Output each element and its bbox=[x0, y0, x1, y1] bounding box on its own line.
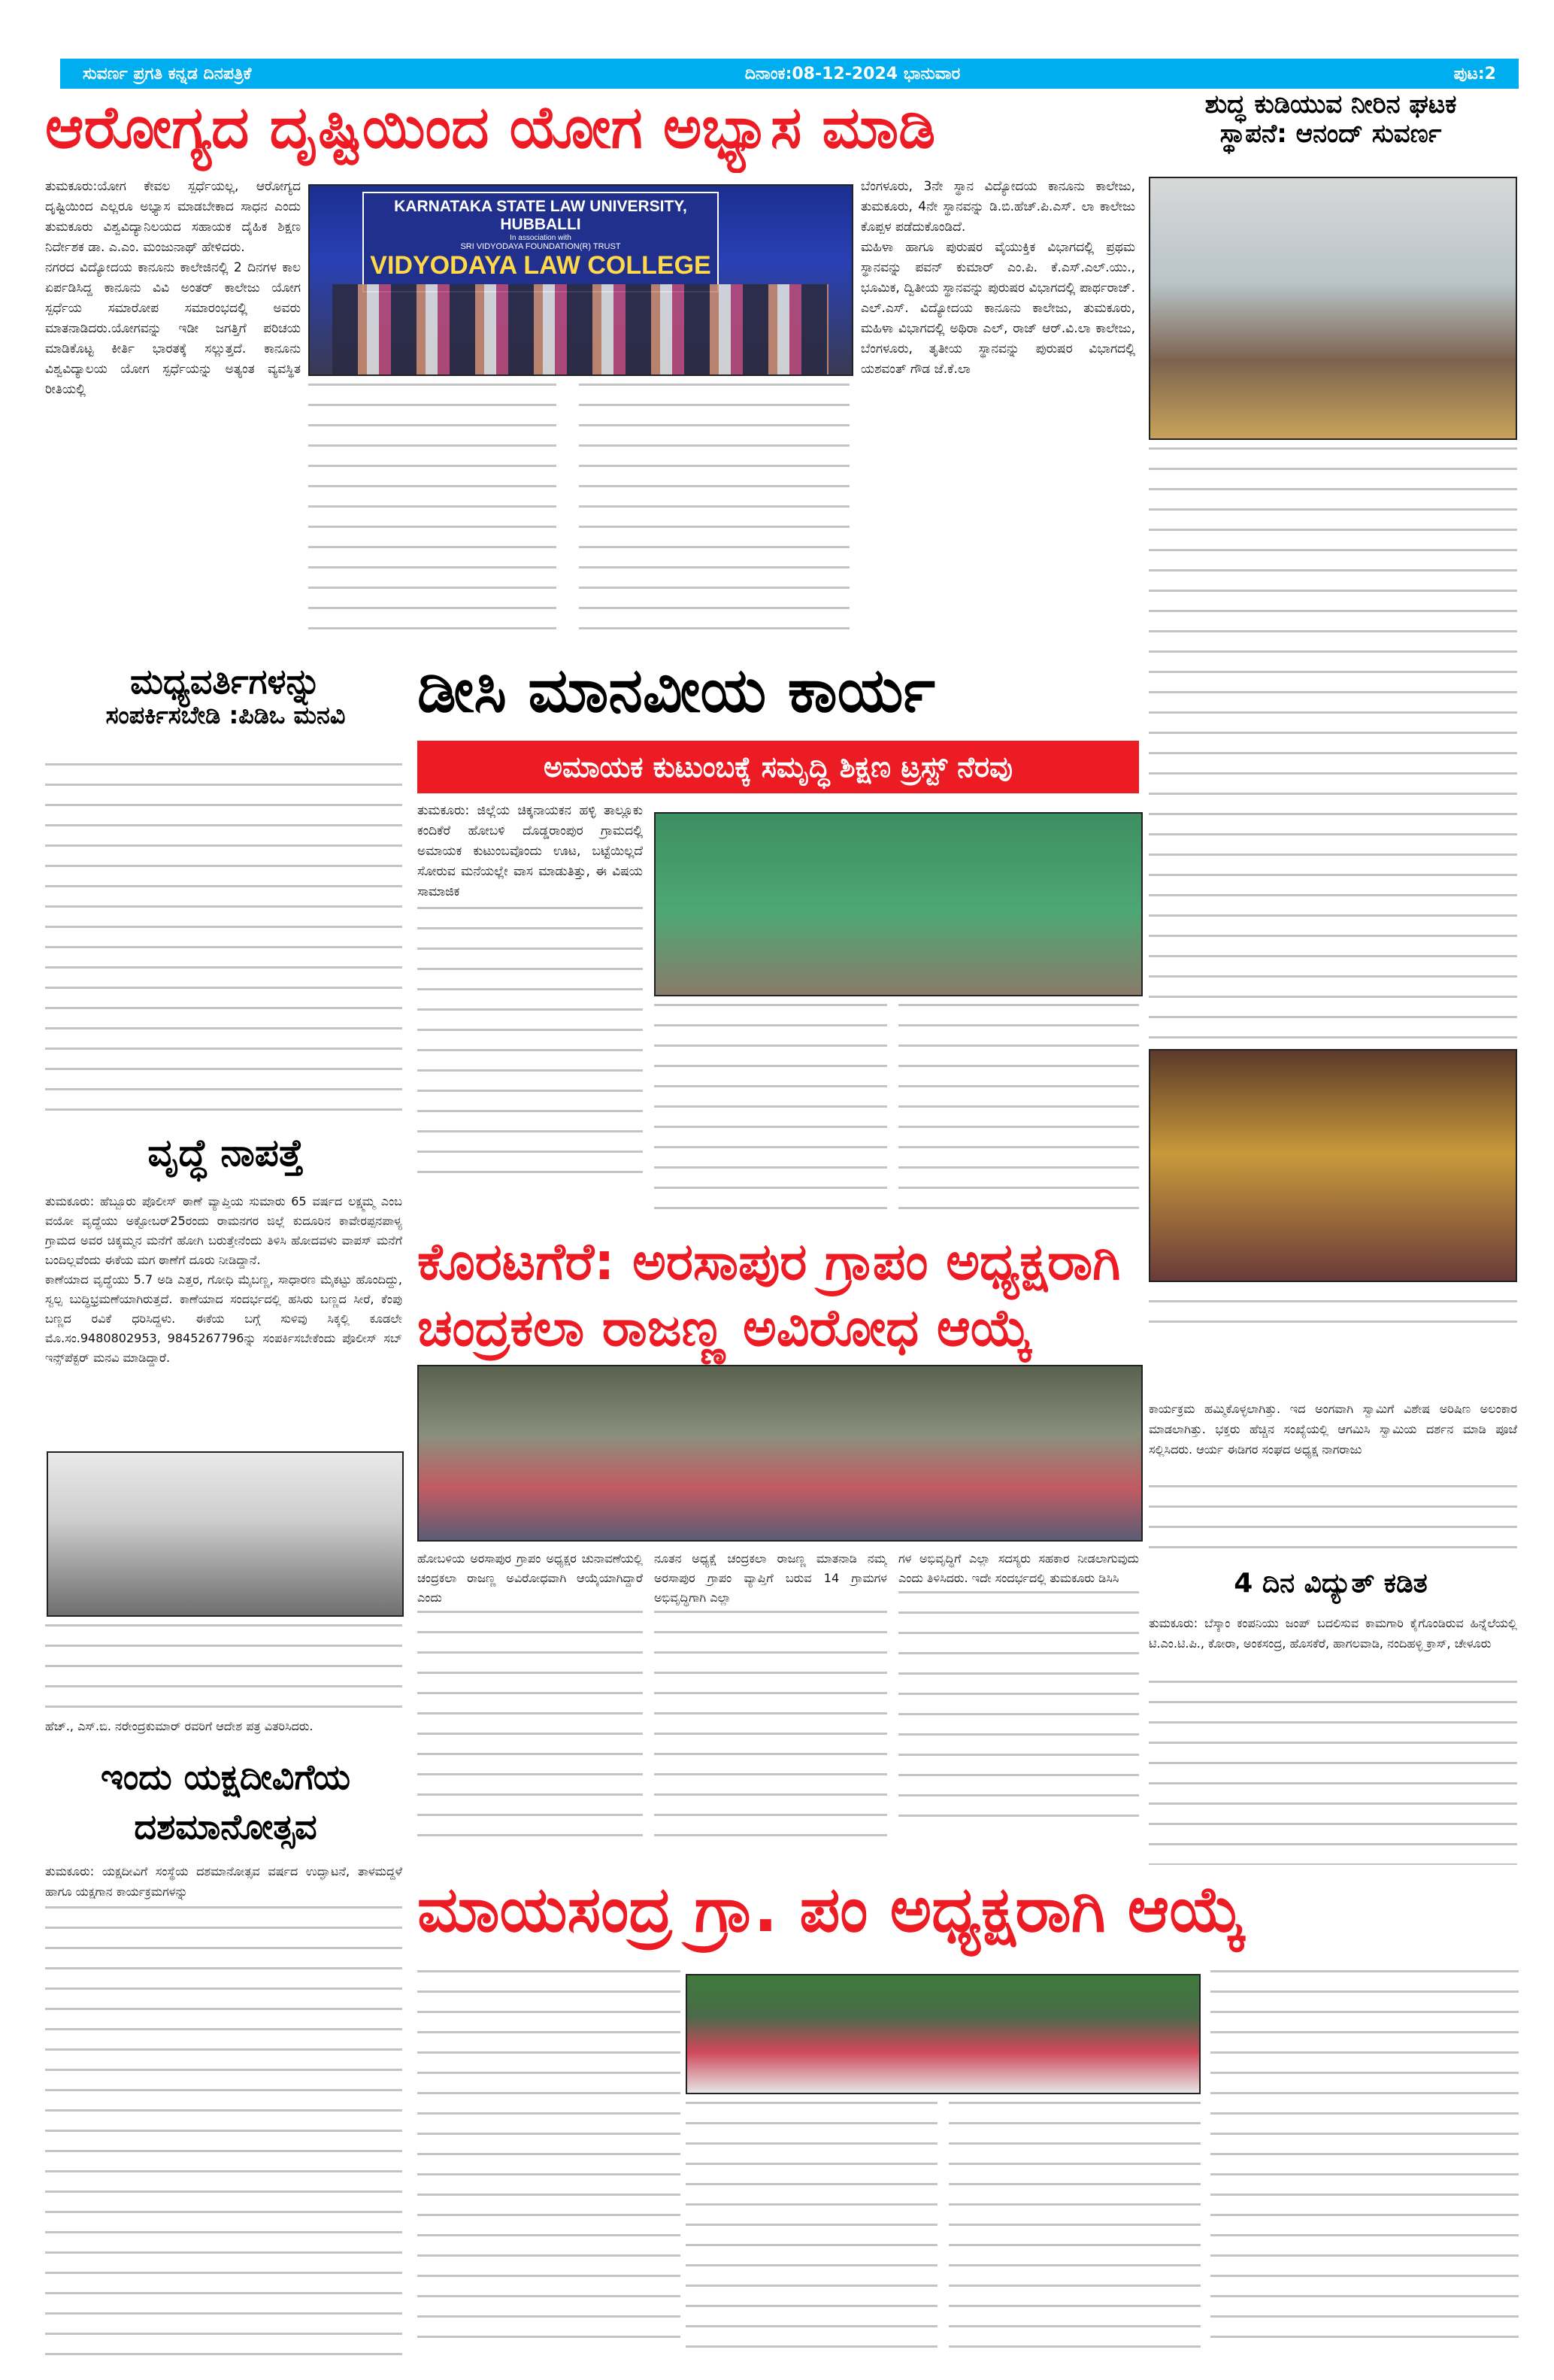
yoga-photo bbox=[308, 184, 853, 376]
yoga-para4: ಮಹಿಳಾ ಹಾಗೂ ಪುರುಷರ ವೈಯುಕ್ತಿಕ ವಿಭಾಗದಲ್ಲಿ ಪ್ರಥಮ ಸ್ಥಾನವನ್ನು ಪವನ್ ಕುಮಾರ್ ಎಂ.ಪಿ. ಕೆ.ಎಸ್.ಎಲ್.ಯು., ಭೂಮಿಕ, ದ್ವಿತೀಯ ಸ್ಥಾನವನ್ನು ಪುರುಷರ ವಿಭಾಗದಲ್ಲಿ ಪಾರ್ಥರಾಜ್. ಎಲ್.ಎಸ್. ವಿದ್ಯೋದಯ ಕಾನೂನು ಕಾಲೇಜು, ತುಮಕೂರು, ಮಹಿಳಾ ವಿಭಾಗದಲ್ಲಿ ಅಥಿರಾ ಎಲ್, ರಾಜ್ ಆರ್.ವಿ.ಲಾ ಕಾಲೇಜು, ಬೆಂಗಳೂರು, ತೃತೀಯ ಸ್ಥಾನವನ್ನು ಪುರುಷರ ವಿಭಾಗದಲ್ಲಿ ಯಶವಂತ್ ಗೌಡ ಜೆ.ಕೆ.ಲಾ bbox=[861, 240, 1135, 377]
koratagere-para2: ನೂತನ ಅಧ್ಯಕ್ಷೆ ಚಂದ್ರಕಲಾ ರಾಜಣ್ಣ ಮಾತನಾಡಿ ನಮ್ಮ ಅರಸಾಪುರ ಗ್ರಾಪಂ ವ್ಯಾಪ್ತಿಗೆ ಬರುವ 14 ಗ್ರಾಮಗಳ ಅಭಿವೃದ್ಧಿಗಾಗಿ ಎಲ್ಲಾ bbox=[654, 1551, 887, 1605]
koratagere-headline-line1: ಕೊರಟಗೆರೆ: ಅರಸಾಪುರ ಗ್ರಾಪಂ ಅಧ್ಯಕ್ಷರಾಗಿ bbox=[417, 1232, 1121, 1292]
koratagere-para1: ಹೋಬಳಿಯ ಅರಸಾಪುರ ಗ್ರಾಪಂ ಅಧ್ಯಕ್ಷರ ಚುನಾವಣೆಯಲ್ಲಿ ಚಂದ್ರಕಲಾ ರಾಜಣ್ಣ ಅವಿರೋಧವಾಗಿ ಆಯ್ಕೆಯಾಗಿದ್ದಾರೆ ಎಂದು bbox=[417, 1551, 643, 1605]
dc-col3-text bbox=[898, 1004, 1139, 1226]
yoga-col2-text bbox=[308, 384, 556, 643]
yoga-article-col1 bbox=[45, 177, 301, 643]
yakshadeevige-headline-line1: ಇಂದು ಯಕ್ಷದೀವಿಗೆಯ bbox=[101, 1757, 350, 1797]
koratagere-col2 bbox=[654, 1549, 887, 1865]
mayasandra-col3-text bbox=[949, 2102, 1201, 2354]
yoga-para1: ತುಮಕೂರು:ಯೋಗ ಕೇವಲ ಸ್ಪರ್ಧೆಯಲ್ಲ, ಆರೋಗ್ಯದ ದೃಷ್ಟಿಯಿಂದ ಎಲ್ಲರೂ ಅಭ್ಯಾಸ ಮಾಡಬೇಕಾದ ಸಾಧನ ಎಂದು ತುಮಕೂರು ವಿಶ್ವವಿದ್ಯಾನಿಲಯದ ಸಹಾಯಕ ದೈಹಿಕ ಶಿಕ್ಷಣ ನಿರ್ದೇಶಕ ಡಾ. ಎ.ಎಂ. ಮಂಜುನಾಥ್ ಹೇಳಿದರು. bbox=[45, 179, 301, 255]
yoga-para2: ನಗರದ ವಿದ್ಯೋದಯ ಕಾನೂನು ಕಾಲೇಜಿನಲ್ಲಿ 2 ದಿನಗಳ ಕಾಲ ಏರ್ಪಡಿಸಿದ್ದ ಕಾನೂನು ವಿವಿ ಅಂತರ್ ಕಾಲೇಜು ಯೋಗ ಸ್ಪರ್ಧೆಯ ಸಮಾರೋಪ ಸಮಾರಂಭದಲ್ಲಿ ಅವರು ಮಾತನಾಡಿದರು.ಯೋಗವನ್ನು ಇಡೀ ಜಗತ್ತಿಗೆ ಪರಿಚಯ ಮಾಡಿಕೊಟ್ಟ ಕೀರ್ತಿ ಭಾರತಕ್ಕೆ ಸಲ್ಲುತ್ತದೆ. ಕಾನೂನು ವಿಶ್ವವಿದ್ಯಾಲಯ ಯೋಗ ಸ್ಪರ್ಧೆಯನ್ನು ಅತ್ಯಂತ ವ್ಯವಸ್ಥಿತ ರೀತಿಯಲ್ಲಿ bbox=[45, 260, 301, 397]
water-photo bbox=[1149, 177, 1517, 440]
water-headline bbox=[1143, 90, 1519, 173]
yakshadeevige-headline bbox=[45, 1752, 406, 1857]
temple-article-more bbox=[1149, 1485, 1517, 1560]
koratagere-col1 bbox=[417, 1549, 643, 1865]
water-headline-line1: ಶುದ್ಧ ಕುಡಿಯುವ ನೀರಿನ ಘಟಕ bbox=[1204, 90, 1457, 120]
pdo-headline-line2: ಸಂಪರ್ಕಿಸಬೇಡಿ :ಪಿಡಿಒ ಮನವಿ bbox=[105, 700, 346, 729]
yoga-headline: ಆರೋಗ್ಯದ ದೃಷ್ಟಿಯಿಂದ ಯೋಗ ಅಭ್ಯಾಸ ಮಾಡಿ bbox=[45, 98, 936, 162]
koratagere-col3-more bbox=[898, 1591, 1139, 1817]
power-headline: 4 ದಿನ ವಿದ್ಯುತ್ ಕಡಿತ bbox=[1234, 1568, 1428, 1599]
dc-subhead: ಅಮಾಯಕ ಕುಟುಂಬಕ್ಕೆ ಸಮೃದ್ಧಿ ಶಿಕ್ಷಣ ಟ್ರಸ್ಟ್ ನೆರವು bbox=[417, 741, 1139, 793]
temple-photo bbox=[1149, 1049, 1517, 1282]
dc-para1: ತುಮಕೂರು: ಜಿಲ್ಲೆಯ ಚಿಕ್ಕನಾಯಕನ ಹಳ್ಳಿ ತಾಲ್ಲೂಕು ಕಂದಿಕೆರೆ ಹೋಬಳಿ ದೊಡ್ಡರಾಂಪುರ ಗ್ರಾಮದಲ್ಲಿ ಅಮಾಯಕ ಕುಟುಂಬವೊಂದು ಊಟ, ಬಟ್ಟೆಯಿಲ್ಲದೆ ಸೋರುವ ಮನೆಯಲ್ಲೇ ವಾಸ ಮಾಡುತಿತ್ತು, ಈ ವಿಷಯ ಸಾಮಾಜಿಕ bbox=[417, 803, 643, 899]
banner-trust: SRI VIDYODAYA FOUNDATION(R) TRUST bbox=[460, 242, 621, 251]
page-number: ಪುಟ:2 bbox=[1453, 64, 1496, 83]
dc-col2-text bbox=[654, 1004, 887, 1226]
mayasandra-col4-text bbox=[1210, 1970, 1519, 2354]
koratagere-para3: ಗಳ ಅಭಿವೃದ್ಧಿಗೆ ಎಲ್ಲಾ ಸದಸ್ಯರು ಸಹಕಾರ ನೀಡಲಾಗುವುದು ಎಂದು ತಿಳಿಸಿದರು. ಇದೇ ಸಂದರ್ಭದಲ್ಲಿ ತುಮಕೂರು ಡಿಸಿಸಿ bbox=[898, 1551, 1139, 1585]
dc-photo bbox=[654, 812, 1143, 996]
missing-photo bbox=[47, 1451, 404, 1617]
dc-headline: ಡೀಸಿ ಮಾನವೀಯ ಕಾರ್ಯ bbox=[417, 656, 935, 726]
missing-para1: ತುಮಕೂರು: ಹೆಬ್ಬೂರು ಪೊಲೀಸ್ ಠಾಣೆ ವ್ಯಾಪ್ತಿಯ ಸುಮಾರು 65 ವರ್ಷದ ಲಕ್ಷ್ಮಮ್ಮ ಎಂಬ ವಯೋ ವೃದ್ಧೆಯು ಅಕ್ಟೋಬರ್25ರಂದು ರಾಮನಗರ ಜಿಲ್ಲೆ ಕುದೂರಿನ ಕಾವೇರಪ್ಪನಪಾಳ್ಯ ಗ್ರಾಮದ ಅವರ ಚಿಕ್ಕಮ್ಮನ ಮನೆಗೆ ಹೋಗಿ ಬರುತ್ತೇನೆಂದು ತಿಳಿಸಿ ಹೋದವಳು ವಾಪಸ್ ಮನೆಗೆ ಬಂದಿಲ್ಲವೆಂದು ಈಕೆಯ ಮಗ ಠಾಣೆಗೆ ದೂರು ನೀಡಿದ್ದಾನೆ. bbox=[45, 1194, 402, 1267]
mayasandra-headline: ಮಾಯಸಂದ್ರ ಗ್ರಾ. ಪಂ ಅಧ್ಯಕ್ಷರಾಗಿ ಆಯ್ಕೆ bbox=[417, 1876, 1246, 1946]
paper-name: ಸುವರ್ಣ ಪ್ರಗತಿ ಕನ್ನಡ ದಿನಪತ್ರಿಕೆ bbox=[83, 64, 252, 83]
yakshadeevige-article-more bbox=[45, 1906, 402, 2357]
mayasandra-col1-text bbox=[417, 1970, 680, 2354]
pdo-article-text bbox=[45, 763, 402, 1113]
koratagere-headline bbox=[417, 1229, 1143, 1365]
issue-date: ದಿನಾಂಕ:08-12-2024 ಭಾನುವಾರ bbox=[744, 64, 961, 83]
banner-university: KARNATAKA STATE LAW UNIVERSITY, HUBBALLI bbox=[394, 198, 687, 233]
water-headline-line2: ಸ್ಥಾಪನೆ: ಆನಂದ್ ಸುವರ್ಣ bbox=[1219, 119, 1442, 150]
temple-article: ಕಾರ್ಯಕ್ರಮ ಹಮ್ಮಿಕೊಳ್ಳಲಾಗಿತ್ತು. ಇದ ಅಂಗವಾಗಿ ಸ್ವಾಮಿಗೆ ವಿಶೇಷ ಅರಿಷಿಣ ಅಲಂಕಾರ ಮಾಡಲಾಗಿತ್ತು. ಭಕ್ತರು ಹೆಚ್ಚಿನ ಸಂಖ್ಯೆಯಲ್ಲಿ ಆಗಮಿಸಿ ಸ್ವಾಮಿಯ ದರ್ಶನ ಮಾಡಿ ಪೂಜೆ ಸಲ್ಲಿಸಿದರು. ಆರ್ಯ ಈಡಿಗರ ಸಂಘದ ಅಧ್ಯಕ್ಷ ನಾಗರಾಜು bbox=[1149, 1402, 1517, 1457]
banner-college: VIDYODAYA LAW COLLEGE bbox=[370, 251, 711, 280]
power-article-more bbox=[1149, 1681, 1517, 1865]
power-article: ತುಮಕೂರು: ಬೆಸ್ಕಾಂ ಕಂಪನಿಯು ಜಂಪ್ ಬದಲಿಸುವ ಕಾಮಗಾರಿ ಕೈಗೊಂಡಿರುವ ಹಿನ್ನೆಲೆಯಲ್ಲಿ ಟಿ.ಎಂ.ಟಿ.ಪಿ., ಕೋರಾ, ಅಂಕಸಂದ್ರ, ಹೊಸಕೆರೆ, ಹಾಗಲವಾಡಿ, ನಂದಿಹಳ್ಳಿ ಕ್ರಾಸ್, ಚೇಳೂರು bbox=[1149, 1616, 1517, 1651]
koratagere-col3 bbox=[898, 1549, 1139, 1865]
dc-col1-more bbox=[417, 907, 643, 1185]
mayasandra-col2-text bbox=[686, 2102, 938, 2354]
mayasandra-photo bbox=[686, 1974, 1201, 2094]
masthead-bar bbox=[60, 59, 1519, 89]
yakshadeevige-article: ತುಮಕೂರು: ಯಕ್ಷದೀವಿಗೆ ಸಂಸ್ಥೆಯ ದಶಮಾನೋತ್ಸವ ವರ್ಷದ ಉದ್ಘಾಟನೆ, ತಾಳಮದ್ದಳೆ ಹಾಗೂ ಯಕ್ಷಗಾನ ಕಾರ್ಯಕ್ರಮಗಳನ್ನು bbox=[45, 1864, 402, 1899]
missing-para2: ಕಾಣೆಯಾದ ವೃದ್ಧೆಯು 5.7 ಅಡಿ ಎತ್ತರ, ಗೋಧಿ ಮೈಬಣ್ಣ, ಸಾಧಾರಣ ಮೈಕಟ್ಟು ಹೊಂದಿದ್ದು, ಸ್ವಲ್ಪ ಬುದ್ಧಿಭ್ರಮಣೆಯಾಗಿರುತ್ತದೆ. ಕಾಣೆಯಾದ ಸಂದರ್ಭದಲ್ಲಿ ಹಸಿರು ಬಣ್ಣದ ಸೀರೆ, ಕೆಂಪು ಬಣ್ಣದ ರವಿಕೆ ಧರಿಸಿದ್ದಳು. ಈಕೆಯ ಬಗ್ಗೆ ಸುಳಿವು ಸಿಕ್ಕಲ್ಲಿ ಕೂಡಲೇ ಮೊ.ಸಂ.9480802953, 9845267796ನ್ನು ಸಂಪರ್ಕಿಸಬೇಕೆಂದು ಪೊಲೀಸ್ ಸಬ್ ಇನ್ಸ್‌ಪೆಕ್ಟರ್ ಮನವಿ ಮಾಡಿದ್ದಾರೆ. bbox=[45, 1272, 402, 1365]
koratagere-col2-more bbox=[654, 1611, 887, 1836]
yoga-para3: ಬೆಂಗಳೂರು, 3ನೇ ಸ್ಥಾನ ವಿದ್ಯೋದಯ ಕಾನೂನು ಕಾಲೇಜು, ತುಮಕೂರು, 4ನೇ ಸ್ಥಾನವನ್ನು ಡಿ.ಬಿ.ಹೆಚ್.ಪಿ.ಎಸ್. ಲಾ ಕಾಲೇಜು ಕೊಪ್ಪಳ ಪಡೆದುಕೊಂಡಿದೆ. bbox=[861, 179, 1135, 235]
pdo-headline-line1: ಮಧ್ಯವರ್ತಿಗಳನ್ನು bbox=[130, 662, 321, 702]
yoga-col3-text bbox=[579, 384, 850, 643]
banner-association: In association with bbox=[510, 234, 571, 242]
yakshadeevige-headline-line2: ದಶಮಾನೋತ್ಸವ bbox=[134, 1806, 317, 1847]
koratagere-photo bbox=[417, 1365, 1143, 1542]
koratagere-headline-line2: ಚಂದ್ರಕಲಾ ರಾಜಣ್ಣ ಅವಿರೋಧ ಆಯ್ಕೆ bbox=[417, 1299, 1032, 1358]
missing-headline: ವೃದ್ಧೆ ನಾಪತ್ತೆ bbox=[147, 1132, 304, 1175]
koratagere-col1-more bbox=[417, 1611, 643, 1836]
congress-article-tail: ಹೆಚ್., ಎಸ್.ಬಿ. ನರೇಂದ್ರಕುಮಾರ್ ರವರಿಗೆ ಆದೇಶ ಪತ್ರ ವಿತರಿಸಿದರು. bbox=[45, 1719, 314, 1733]
missing-article bbox=[45, 1192, 402, 1444]
yoga-article-col4 bbox=[861, 177, 1135, 643]
dc-article-col1 bbox=[417, 801, 643, 1226]
congress-article-text bbox=[45, 1624, 402, 1715]
pdo-headline bbox=[45, 662, 406, 759]
